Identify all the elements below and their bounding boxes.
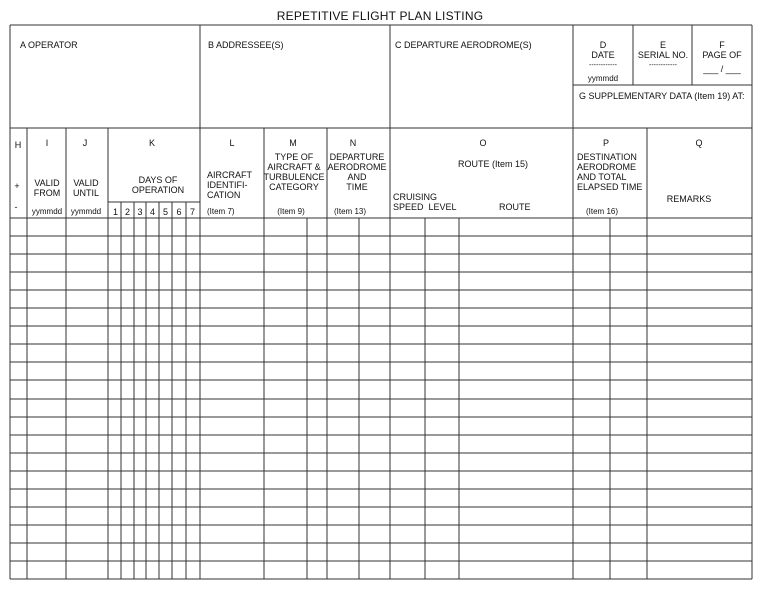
col-p-label: DESTINATION AERODROME AND TOTAL ELAPSED TIME — [577, 152, 643, 192]
col-i-letter: I — [45, 138, 49, 148]
col-o-route-label: ROUTE — [499, 202, 531, 212]
day-number-7: 7 — [189, 207, 196, 217]
page-label: PAGE OF — [702, 50, 742, 60]
col-m-label: TYPE OF AIRCRAFT & TURBULENCE CATEGORY — [263, 152, 325, 192]
col-n-item: (Item 13) — [333, 207, 367, 216]
date-label: DATE — [591, 50, 615, 60]
form-title: REPETITIVE FLIGHT PLAN LISTING — [276, 9, 484, 23]
col-p-letter: P — [602, 138, 610, 148]
col-k-letter: K — [148, 138, 156, 148]
col-o-letter: O — [479, 138, 487, 148]
addressee-label: B ADDRESSEE(S) — [208, 40, 284, 50]
serial-label: SERIAL NO. — [637, 50, 689, 60]
col-p-item: (Item 16) — [585, 207, 619, 216]
col-j-format: yymmdd — [70, 207, 102, 216]
col-m-item: (Item 9) — [277, 207, 305, 216]
col-h-letter: H — [14, 140, 22, 150]
day-number-6: 6 — [176, 207, 182, 217]
col-o-label: ROUTE (Item 15) — [457, 159, 529, 169]
col-i-label: VALID FROM — [33, 178, 61, 198]
col-m-letter: M — [289, 138, 297, 148]
day-number-2: 2 — [124, 207, 131, 217]
date-format: yymmdd — [587, 74, 619, 83]
col-l-label: AIRCRAFT IDENTIFI- CATION — [207, 170, 252, 200]
operator-label: A OPERATOR — [20, 40, 78, 50]
col-q-letter: Q — [695, 138, 703, 148]
page-blanks: ___ / ___ — [703, 64, 741, 74]
departure-aerodrome-label: C DEPARTURE AERODROME(S) — [395, 40, 532, 50]
day-number-1: 1 — [112, 207, 119, 217]
date-dashes: ------------ — [589, 62, 617, 69]
date-letter: D — [599, 40, 607, 50]
col-k-label: DAYS OF OPERATION — [131, 175, 185, 195]
col-n-letter: N — [349, 138, 357, 148]
supplementary-data-label: G SUPPLEMENTARY DATA (Item 19) AT: — [579, 91, 745, 101]
col-h-minus: - — [14, 202, 18, 212]
col-i-format: yymmdd — [31, 207, 63, 216]
col-l-letter: L — [229, 138, 235, 148]
col-q-label: REMARKS — [666, 194, 712, 204]
col-o-cruising-label: CRUISING SPEED LEVEL — [393, 192, 457, 212]
day-number-3: 3 — [137, 207, 143, 217]
day-number-5: 5 — [162, 207, 169, 217]
serial-dashes: ------------ — [649, 62, 677, 69]
col-h-plus: + — [14, 181, 20, 191]
col-j-letter: J — [82, 138, 88, 148]
col-l-item: (Item 7) — [207, 207, 235, 216]
serial-letter: E — [659, 40, 667, 50]
page-letter: F — [719, 40, 725, 50]
day-number-4: 4 — [149, 207, 156, 217]
col-j-label: VALID UNTIL — [72, 178, 100, 198]
col-n-label: DEPARTURE AERODROME AND TIME — [327, 152, 387, 192]
